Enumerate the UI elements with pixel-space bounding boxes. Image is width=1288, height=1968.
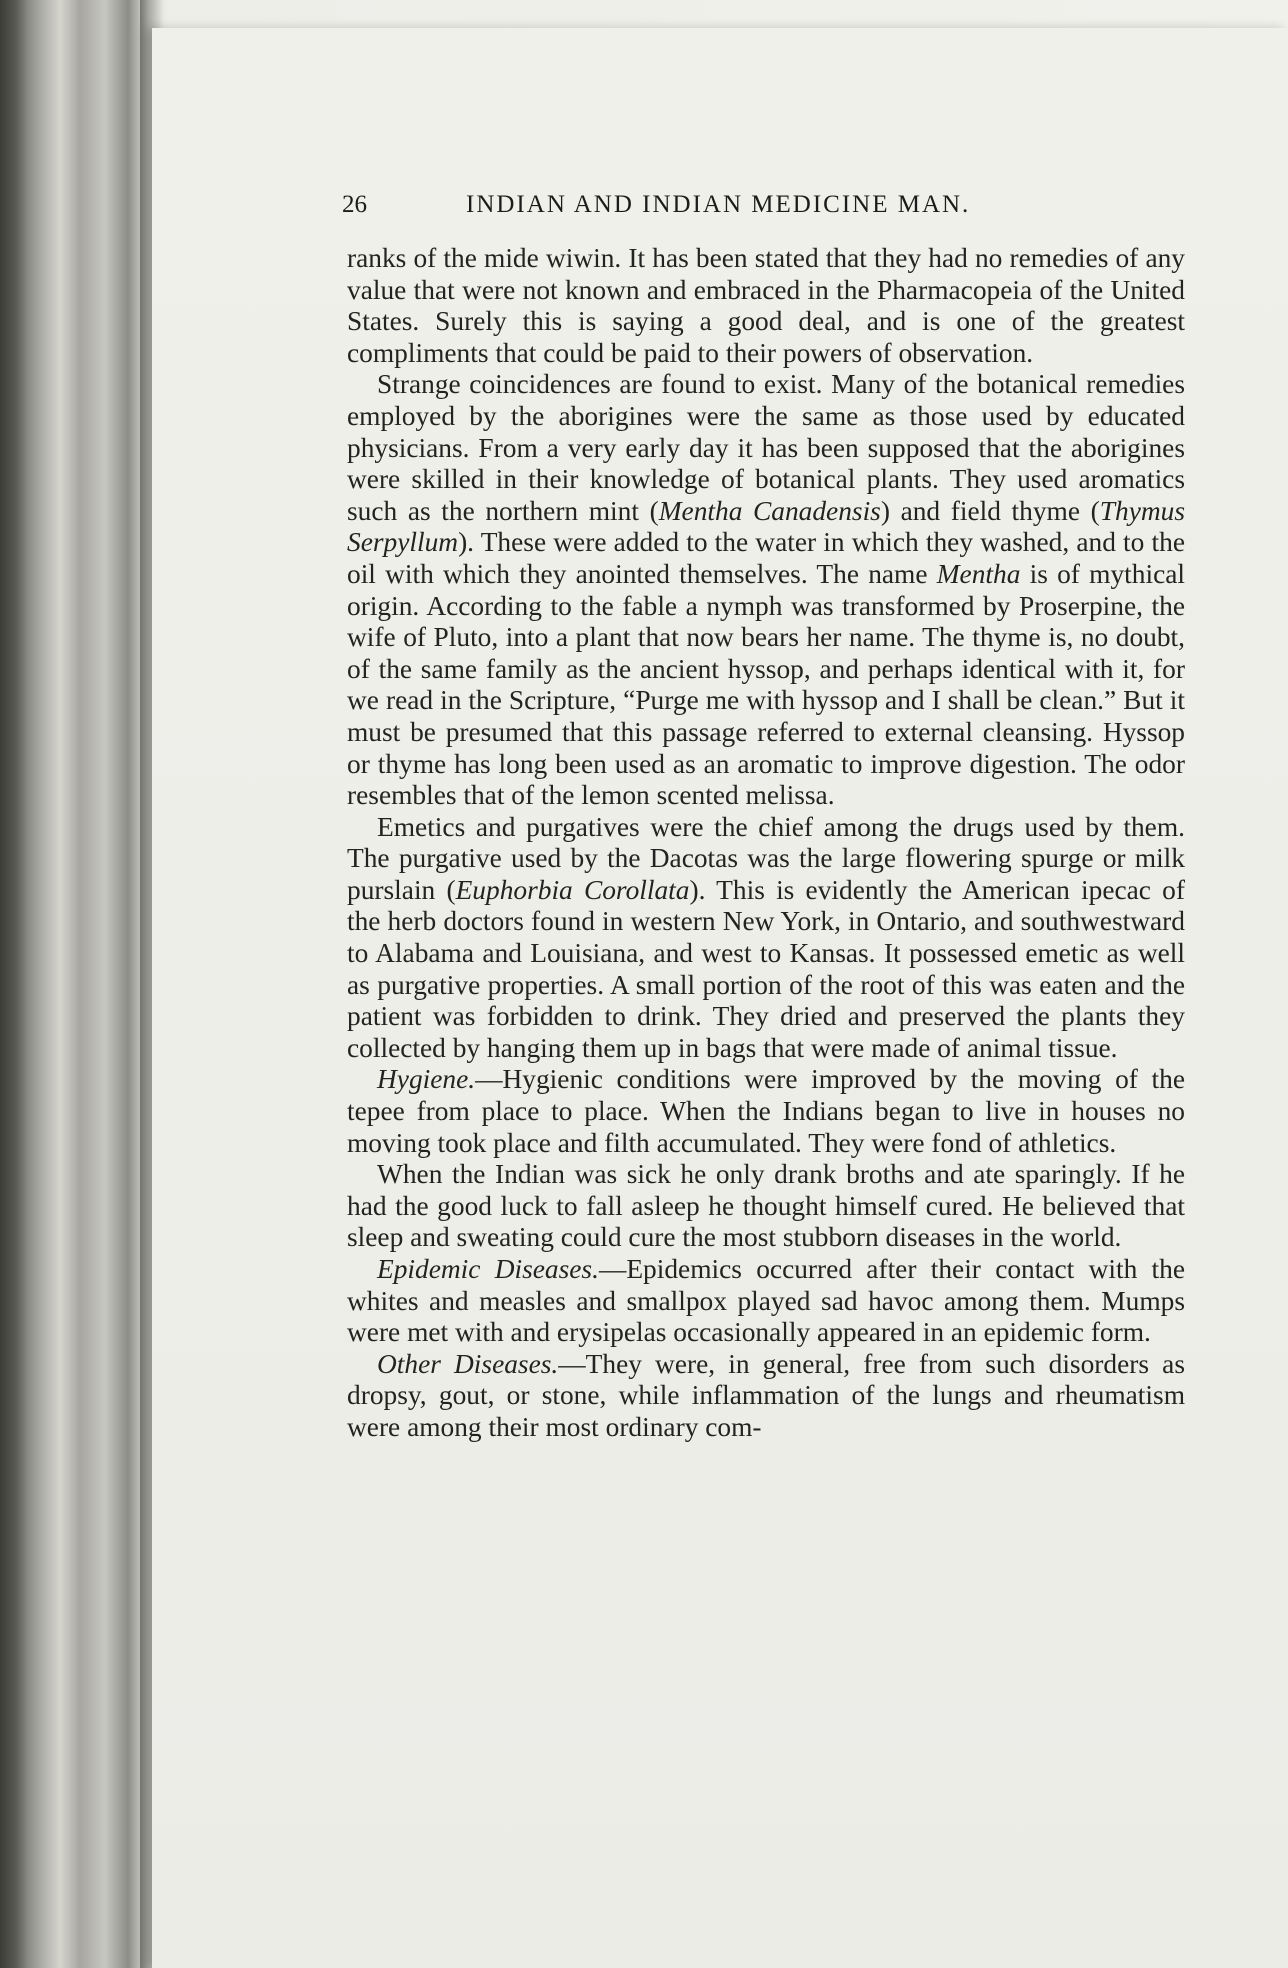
paragraph-3: [347, 812, 1185, 1065]
species-name-euphorbia-corollata: Euphorbia Corollata: [455, 874, 690, 905]
page-header: [342, 191, 1192, 231]
paragraph-other-diseases-text: —They were, in general, free from such disorders as dropsy, gout, or stone, while inflammation of the lungs and rheumatism were among their most ordinary com-: [347, 1348, 1185, 1442]
paragraph-2-text-a: Strange coincidences are found to exist. Many of the botanical remedies employed by the aborigines were the same as those used by educated physicians. From a very early day it has been supposed that the aborigines were skilled in their knowledge of botanical plants. They used aromatics such as the northern mint (: [347, 369, 1185, 526]
paragraph-hygiene-text: —Hygienic conditions were improved by the moving of the tepee from place to place. When the Indians began to live in houses no moving took place and filth accumulated. They were fond of athletics.: [347, 1064, 1185, 1158]
paragraph-5: When the Indian was sick he only drank broths and ate sparingly. If he had the good luck to fall asleep he thought himself cured. He believed that sleep and sweating could cure the most stubborn diseases in the world.: [347, 1159, 1185, 1253]
paragraph-2: [347, 369, 1185, 811]
paragraph-3-text-b: ). This is evidently the American ipecac of the herb doctors found in western New York, in Ontario, and southwestward to Alabama and Louisiana, and west to Kansas. It possessed emetic as well as purgative properties. A small portion of the root of this was eaten and the patient was forbidden to drink. They dried and preserved the plants they collected by hanging them up in bags that were made of animal tissue.: [347, 874, 1185, 1063]
paragraph-epidemic-diseases: [347, 1254, 1185, 1349]
section-heading-epidemic-diseases: Epidemic Diseases.: [377, 1254, 599, 1284]
paragraph-1: ranks of the mide wiwin. It has been stated that they had no remedies of any value that were not known and embraced in the Pharmacopeia of the United States. Surely this is saying a good deal, and is one of the greatest compliments that could be paid to their powers of observation.: [347, 243, 1185, 368]
paragraph-epidemic-diseases-text: —Epidemics occurred after their contact with the whites and measles and smallpox played sad havoc among them. Mumps were met with and erysipelas occasionally appeared in an epidemic form.: [347, 1254, 1185, 1348]
species-name-mentha-canadensis: Mentha Canadensis: [658, 495, 881, 526]
paragraph-2-text-d: is of mythical origin. According to the fable a nymph was transformed by Proserpine, the wife of Pluto, into a plant that now bears her name. The thyme is, no doubt, of the same family as the ancient hyssop, and perhaps identical with it, for we read in the Scripture, “Purge me with hyssop and I shall be clean.” But it must be presumed that this passage referred to external cleansing. Hyssop or thyme has long been used as an aromatic to improve digestion. The odor resembles that of the lemon scented melissa.: [347, 558, 1185, 811]
running-head: INDIAN AND INDIAN MEDICINE MAN.: [466, 191, 971, 218]
section-heading-other-diseases: Other Diseases.: [377, 1348, 559, 1379]
page-number: 26: [342, 191, 367, 218]
body-text: [347, 243, 1185, 1444]
genus-name-mentha: Mentha: [936, 558, 1021, 589]
paragraph-other-diseases: [347, 1349, 1185, 1444]
paragraph-2-text-c: ). These were added to the water in which they washed, and to the oil with which they anointed themselves. The name: [347, 527, 1185, 589]
species-name-thymus-serpyllum: Thymus Serpyllum: [347, 495, 1185, 558]
section-heading-hygiene: Hygiene.: [377, 1064, 476, 1095]
paragraph-3-text-a: Emetics and purgatives were the chief among the drugs used by them. The purgative used by the Dacotas was the large flowering spurge or milk purslain (: [347, 811, 1185, 905]
paragraph-2-text-b: ) and field thyme (: [880, 495, 1100, 526]
paragraph-hygiene: [347, 1064, 1185, 1159]
